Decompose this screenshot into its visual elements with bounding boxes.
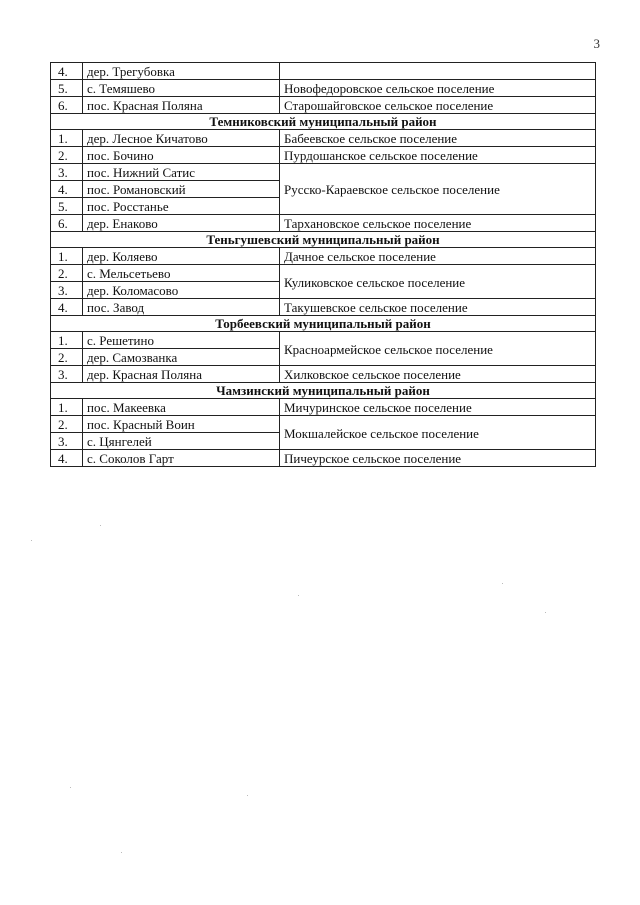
row-number: 3. [51,282,83,299]
settlement-name: Пурдошанское сельское поселение [280,147,596,164]
locality-name: пос. Нижний Сатис [83,164,280,181]
table-row [51,265,596,282]
locality-name: дер. Трегубовка [83,63,280,80]
settlement-name: Красноармейское сельское поселение [280,332,596,366]
row-number: 3. [51,366,83,383]
row-number: 6. [51,97,83,114]
locality-name: пос. Романовский [83,181,280,198]
table-row [51,299,596,316]
district-name: Торбеевский муниципальный район [51,316,596,332]
locality-name: пос. Росстанье [83,198,280,215]
locality-name: пос. Бочино [83,147,280,164]
settlement-name: Старошайговское сельское поселение [280,97,596,114]
row-number: 2. [51,265,83,282]
table-row [51,450,596,467]
district-name: Темниковский муниципальный район [51,114,596,130]
table-row [51,97,596,114]
settlement-name [280,63,596,80]
locality-name: с. Цянгелей [83,433,280,450]
row-number: 4. [51,63,83,80]
locality-name: дер. Коломасово [83,282,280,299]
row-number: 3. [51,164,83,181]
district-header-row [51,114,596,130]
row-number: 2. [51,147,83,164]
row-number: 2. [51,349,83,366]
table-row [51,164,596,181]
settlement-name: Куликовское сельское поселение [280,265,596,299]
settlements-table-body [51,63,596,467]
table-row [51,215,596,232]
district-header-row [51,232,596,248]
settlement-name: Мичуринское сельское поселение [280,399,596,416]
settlement-name: Тархановское сельское поселение [280,215,596,232]
locality-name: с. Решетино [83,332,280,349]
locality-name: пос. Красная Поляна [83,97,280,114]
row-number: 1. [51,332,83,349]
table-row [51,130,596,147]
locality-name: дер. Лесное Кичатово [83,130,280,147]
settlement-name: Русско-Караевское сельское поселение [280,164,596,215]
row-number: 4. [51,450,83,467]
settlement-name: Дачное сельское поселение [280,248,596,265]
row-number: 1. [51,399,83,416]
row-number: 6. [51,215,83,232]
row-number: 5. [51,80,83,97]
table-row [51,248,596,265]
district-header-row [51,383,596,399]
row-number: 1. [51,248,83,265]
district-name: Теньгушевский муниципальный район [51,232,596,248]
locality-name: дер. Самозванка [83,349,280,366]
district-header-row [51,316,596,332]
table-row [51,366,596,383]
locality-name: пос. Завод [83,299,280,316]
settlement-name: Мокшалейское сельское поселение [280,416,596,450]
locality-name: дер. Красная Поляна [83,366,280,383]
row-number: 5. [51,198,83,215]
locality-name: дер. Коляево [83,248,280,265]
table-row [51,63,596,80]
settlements-table [50,62,596,467]
row-number: 4. [51,299,83,316]
locality-name: дер. Енаково [83,215,280,232]
table-row [51,399,596,416]
settlement-name: Бабеевское сельское поселение [280,130,596,147]
locality-name: пос. Красный Воин [83,416,280,433]
row-number: 4. [51,181,83,198]
settlement-name: Пичеурское сельское поселение [280,450,596,467]
table-row [51,80,596,97]
locality-name: пос. Макеевка [83,399,280,416]
table-row [51,416,596,433]
settlement-name: Такушевское сельское поселение [280,299,596,316]
row-number: 2. [51,416,83,433]
locality-name: с. Соколов Гарт [83,450,280,467]
table-row [51,332,596,349]
page-number: 3 [593,36,600,51]
row-number: 1. [51,130,83,147]
locality-name: с. Мельсетьево [83,265,280,282]
settlement-name: Хилковское сельское поселение [280,366,596,383]
locality-name: с. Темяшево [83,80,280,97]
table-row [51,147,596,164]
settlement-name: Новофедоровское сельское поселение [280,80,596,97]
row-number: 3. [51,433,83,450]
district-name: Чамзинский муниципальный район [51,383,596,399]
